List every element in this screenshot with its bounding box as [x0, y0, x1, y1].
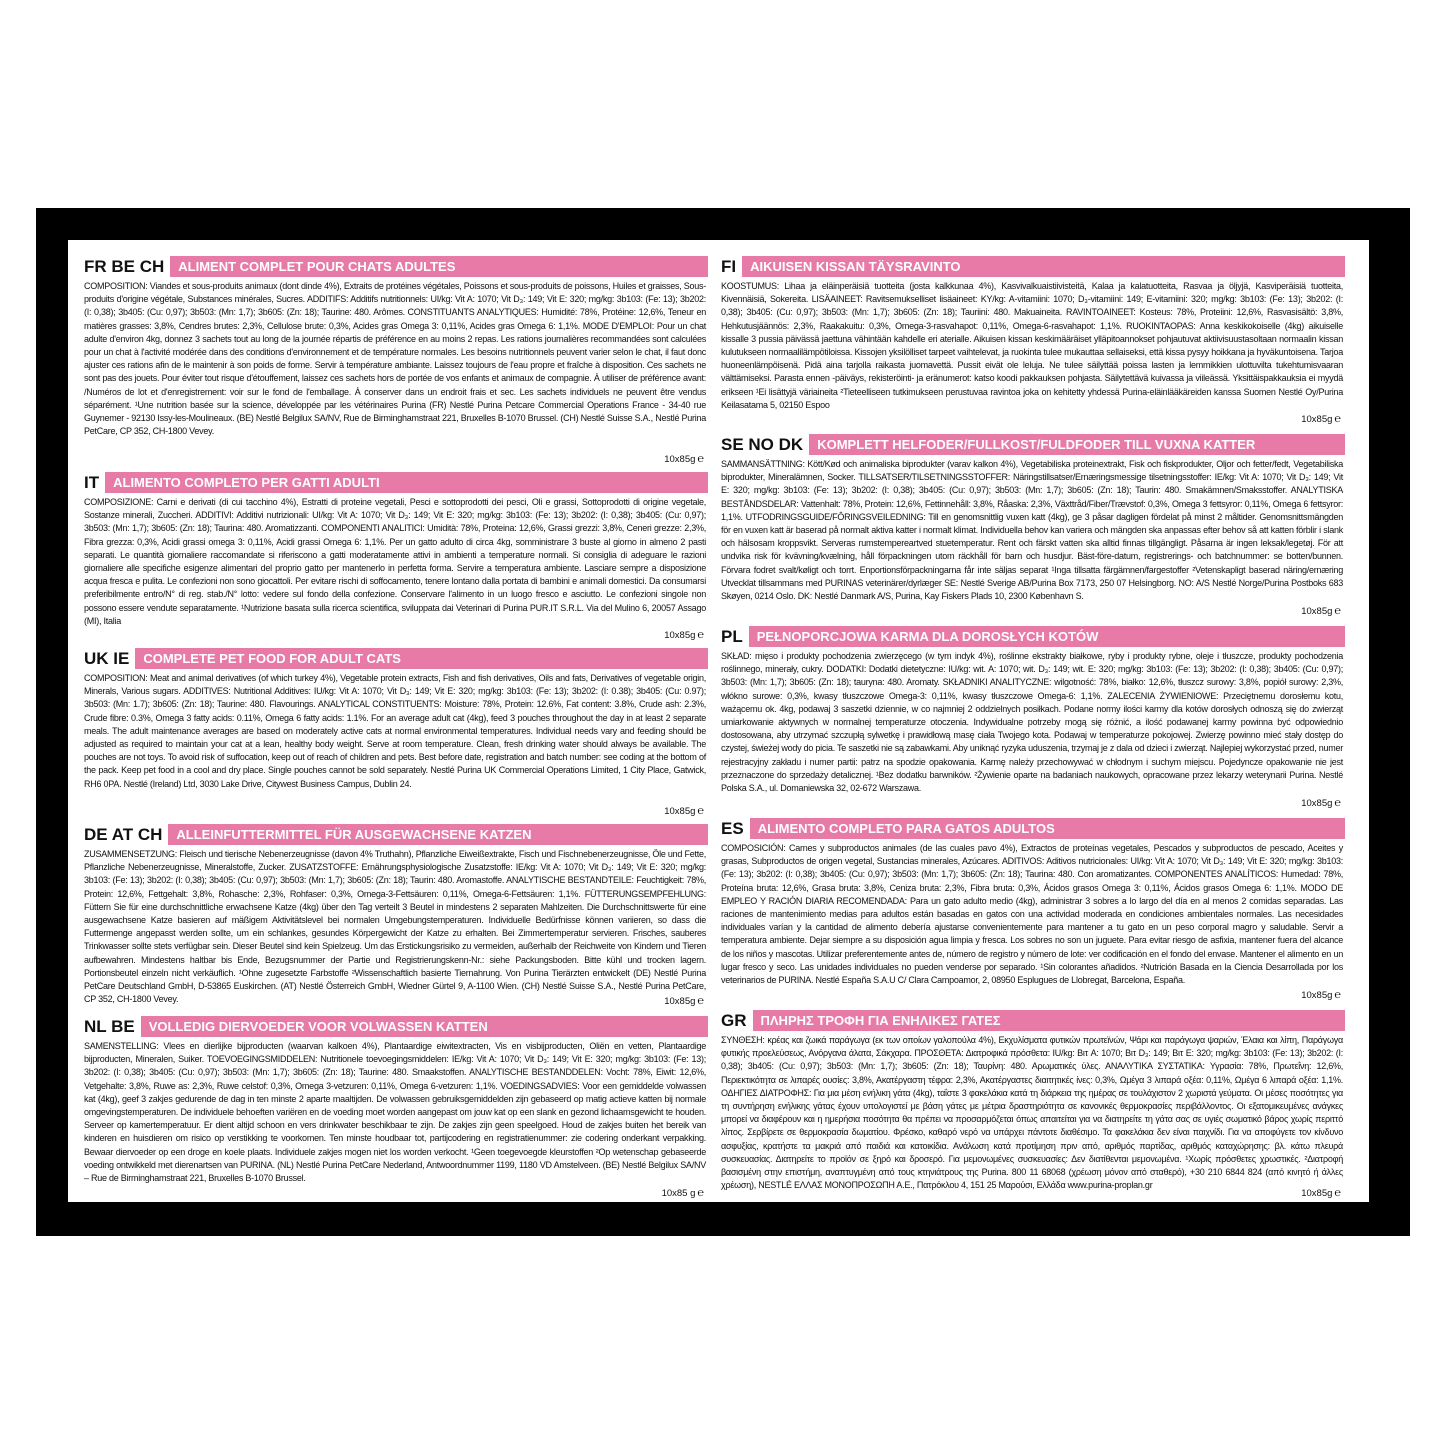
- section-text: SAMENSTELLING: Vlees en dierlijke bijproducten (waarvan kalkoen 4%), Plantaardige eiwitextracten, Vis en visbijproducten, Oliën en vetten, Plantaardige bijproducten, Mineralen, Suiker. TOEVOEGINGSMIDDELEN: Nutritionele toevoegingsmiddelen: IE/kg: Vit A: 1070; Vit D₃: 149; Vit E: 320; mg/kg: 3b103: (Fe: 13); 3b202: (I: 0,38); 3b405: (Cu: 0,97); 3b503: (Mn: 1,7); 3b605: (Zn: 18); Taurine: 480. Smaakstoffen. ANALYTISCHE BESTANDDELEN: Vocht: 78%, Eiwit: 12,6%, Vetgehalte: 3,8%, Ruwe as: 2,3%, Ruwe celstof: 0,3%, Omega 3-vetzuren: 0,11%, Omega 6-vetzuren: 1,1%. VOEDINGSADVIES: Voor een gemiddelde volwassen kat (4kg), geef 3 zakjes gedurende de dag in ten minste 2 aparte maaltijden. De volwassen gebruiksgemiddelden zijn gebaseerd op matig actieve katten bij normale omgevingstemperaturen. De individuele behoeften variëren en de voeding moet worden aangepast om jouw kat op een slank en gezond lichaamsgewicht te houden. Serveer op kamertemperatuur. Er dient altijd schoon en vers drinkwater beschikbaar te zijn. De zakjes zijn geen speelgoed. Houd de zakjes buiten het bereik van kinderen en huisdieren om risico op verstikking te voorkomen. Ten minste houdbaar tot, partijcodering en registratienummer: zie codering onderkant verpakking. Bewaar diervoeder op een droge en koele plaats. Individuele zakjes mogen niet los worden verkocht. ¹Geen toegevoegde kleurstoffen ²Op wetenschap gebaseerde voeding ontwikkeld met dierenartsen van PURINA. (NL) Nestlé Purina PetCare Nederland, Antwoordnummer 1199, 1180 VD Amstelveen. (BE) Nestlé Belgilux SA/NV – Rue de Birminghamstraat 221, Bruxelles B-1070 Brussel.: [84, 1041, 706, 1184]
- pack-size: 10x85g ℮: [1297, 989, 1341, 1002]
- pack-size: 10x85g ℮: [1297, 797, 1341, 810]
- section-pl: [721, 626, 1345, 810]
- estimated-e-icon: ℮: [697, 805, 704, 817]
- section-text: COMPOSITION: Meat and animal derivatives (of which turkey 4%), Vegetable protein extracts, Fish and fish derivatives, Oils and fats, Derivatives of vegetable origin, Minerals, Various sugars. ADDITIVES: Nutritional Additives: IU/kg: Vit A: 1070; Vit D₃: 149; Vit E: 320; mg/kg: 3b103: (Fe: 13); 3b202: (I: 0.38); 3b405: (Cu: 0.97); 3b503: (Mn: 1.7); 3b605: (Zn: 18); Taurine: 480. Flavourings. ANALYTICAL CONSTITUENTS: Moisture: 78%, Protein: 12.6%, Fat content: 3.8%, Crude ash: 2.3%, Crude fibre: 0.3%, Omega 3 fatty acids: 0.11%, Omega 6 fatty acids: 1.1%. For an average adult cat (4kg), feed 3 pouches throughout the day in at least 2 separate meals. The adult maintenance averages are based on moderately active cats at normal environmental temperatures. Individual needs vary and feeding should be adjusted as required to maintain your cat at a lean, healthy body weight. Serve at room temperature. Clean, fresh drinking water should always be available. The pouches are not toys. To avoid risk of suffocation, keep out of reach of children and pets. Best before date, registration and batch number: see coding at the bottom of the pack. Keep pet food in a cool and dry place. Single pouches cannot be sold separately. Nestlé Purina UK Commercial Operations Limited, 1 City Place, Gatwick, RH6 0PA. Nestlé (Ireland) Ltd, 3030 Lake Drive, Citywest Business Campus, Dublin 24.: [84, 673, 706, 789]
- pack-size: 10x85g ℮: [660, 995, 704, 1008]
- section-text: COMPOSICIÓN: Carnes y subproductos animales (de las cuales pavo 4%), Extractos de proteínas vegetales, Pescados y subproductos de pescado, Aceites y grasas, Subproductos de origen vegetal, Sustancias minerales, Azúcares. ADITIVOS: Aditivos nutricionales: UI/kg: Vit A: 1070; Vit D₃: 149; Vit E: 320; mg/kg: 3b103: (Fe: 13); 3b202: (I: 0,38); 3b405: (Cu: 0,97); 3b503: (Mn: 1,7); 3b605: (Zn: 18); Taurina: 480. Con aromatizantes. COMPONENTES ANALÍTICOS: Humedad: 78%, Proteína bruta: 12,6%, Grasa bruta: 3,8%, Ceniza bruta: 2,3%, Fibra bruta: 0,3%, Ácidos grasos Omega 3: 0,11%, Ácidos grasos Omega 6: 1,1%. MODO DE EMPLEO Y RACIÓN DIARIA RECOMENDADA: Para un gato adulto medio (4kg), administrar 3 sobres a lo largo del día en al menos 2 comidas separadas. Las raciones de mantenimiento medias para adultos están basadas en gatos con una actividad moderada en condiciones ambientales normales. Las necesidades individuales varían y la cantidad de alimento debería ajustarse convenientemente para mantener a tu gato en un peso corporal magro y saludable. Servir a temperatura ambiente. Dejar siempre a su disposición agua limpia y fresca. Los sobres no son un juguete. Para evitar riesgo de asfixia, mantener fuera del alcance de los niños y mascotas. Utilizar preferentemente antes de, número de registro y número de lote: ver codificación en el fondo del envase. Mantener el alimento en un lugar fresco y seco. Las unidades individuales no pueden venderse por separado. ¹Sin colorantes añadidos. ²Nutrición Basada en la Ciencia Desarrollada por los veterinarios de PURINA. Nestlé España S.A.U C/ Clara Campoamor, 2, 08950 Esplugues de Llobregat, Barcelona, España.: [721, 843, 1343, 986]
- estimated-e-icon: ℮: [1334, 1187, 1341, 1199]
- section-se-no-dk: [721, 434, 1345, 618]
- language-code: FI: [721, 257, 737, 276]
- language-code: UK IE: [84, 649, 130, 668]
- language-code: PL: [721, 627, 743, 646]
- section-fr-be-ch: [84, 256, 708, 466]
- section-text: ΣΥΝΘΕΣΗ: κρέας και ζωικά παράγωγα (εκ των οποίων γαλοπούλα 4%), Εκχυλίσματα φυτικών πρωτεϊνών, Ψάρι και παράγωγα ψαριών, Έλαια και λίπη, Παράγωγα φυτικής προελεύσεως, Ανόργανα άλατα, Σάκχαρα. ΠΡΟΣΘΕΤΑ: Διατροφικά πρόσθετα: IU/kg: Βιτ A: 1070; Βιτ D₃: 149; Βιτ E: 320; mg/kg: 3b103: (Fe: 13); 3b202: (I: 0,38); 3b405: (Cu: 0,97); 3b503: (Mn: 1,7); 3b605: (Zn: 18); Ταυρίνη: 480. Αρωματικές ύλες. ΑΝΑΛΥΤΙΚΑ ΣΥΣΤΑΤΙΚΑ: Υγρασία: 78%, Πρωτεΐνη: 12,6%, Περιεκτικότητα σε λιπαρές ουσίες: 3,8%, Ακατέργαστη τέφρα: 2,3%, Ακατέργαστες διαιτητικές ίνες: 0,3%, Ωμέγα 3 λιπαρά οξέα: 0,11%, Ωμέγα 6 λιπαρά οξέα: 1,1%. ΟΔΗΓΙΕΣ ΔΙΑΤΡΟΦΗΣ: Για μια μέση ενήλικη γάτα (4kg), ταΐστε 3 φακελάκια κατά τη διάρκεια της ημέρας σε τουλάχιστον 2 χωριστά γεύματα. Οι μέσες ποσότητες για τη συντήρηση ενήλικης γάτας έχουν υπολογιστεί με βάση γάτες με μέτρια δραστηριότητα σε κανονικές θερμοκρασίες περιβάλλοντος. Οι εξατομικευμένες ανάγκες μπορεί να διαφέρουν και η ημερήσια ποσότητα θα πρέπει να προσαρμόζεται όπως απαιτείται για να διατηρείτε τη γάτα σας σε υγιές σωματικό βάρος χωρίς περιττό λίπος. Σερβίρετε σε θερμοκρασία δωματίου. Φρέσκο, καθαρό νερό να υπάρχει πάντοτε διαθέσιμο. Τα φακελάκια δεν είναι παιχνίδι. Για να αποφύγετε τον κίνδυνο ασφυξίας, κρατήστε τα μακριά από παιδιά και κατοικίδια. Ανάλωση κατά προτίμηση πριν από, αριθμός παρτίδας, αριθμός καταχώρησης: βλ. κάτω πλευρά συσκευασίας. Διατηρείτε το προϊόν σε ξηρό και δροσερό. Για μεμονωμένες συσκευασίες: Δεν διατίθενται μεμονωμένα. ¹Χωρίς πρόσθετες χρωστικές. ²Διατροφή βασισμένη στην επιστήμη, αναπτυγμένη από τους κτηνιάτρους της Purina. 800 11 68068 (χρέωση μόνον από σταθερό), +30 210 6844 824 (από κινητό ή άλλες χρέωση), NESTLÉ ΕΛΛΑΣ ΜΟΝΟΠΡΟΣΩΠΗ Α.Ε., Πατρόκλου 4, 151 25 Μαρούσι, Ελλάδα www.purina-proplan.gr: [721, 1035, 1343, 1191]
- section-title: PEŁNOPORCJOWA KARMA DLA DOROSŁYCH KOTÓW: [749, 626, 1345, 647]
- section-text: KOOSTUMUS: Lihaa ja eläinperäisiä tuotteita (josta kalkkunaa 4%), Kasvivalkuaistiivisteitä, Kalaa ja kalatuotteita, Rasvaa ja öljyjä, Kasviperäisiä tuotteita, Kivennäisiä, Sokereita. LISÄAINEET: Ravitsemukselliset lisäaineet: KY/kg: A-vitamiini: 1070; D₃-vitamiini: 149; E-vitamiini: 320; mg/kg: 3b103: (Fe: 13); 3b202: (I: 0,38); 3b405: (Cu: 0,97); 3b503: (Mn: 1,7); 3b605: (Zn: 18); Tauriini: 480. Makuaineita. RAVINTOAINEET: Kosteus: 78%, Proteiini: 12,6%, Rasvasisältö: 3,8%, Hehkutusjäännös: 2,3%, Raakakuitu: 0,3%, Omega-3-rasvahapot: 0,11%, Omega-6-rasvahapot: 1,1%. RUOKINTAOPAS: Anna keskikokoiselle (4kg) aikuiselle kissalle 3 pussia päivässä jaettuna vähintään kahdelle eri aterialle. Aikuisen kissan keskimääräiset ylläpitoannokset pohjautuvat aktiivisuustasoltaan normaalin kissan kulutukseen normaalilämpötiloissa. Kissojen yksilölliset tarpeet vaihtelevat, ja ruokinta tulee mukauttaa sellaiseksi, että kissa pysyy hoikkana ja hyväkuntoisena. Tarjoa huoneenlämpöisenä. Pidä aina tarjolla raikasta juomavettä. Pussit eivät ole leluja. Ne tulee säilyttää poissa lasten ja lemmikkien ulottuvilta tukehtumisvaaran välttämiseksi. Parasta ennen -päiväys, rekisteröinti- ja eränumerot: katso koodi pakkauksen pohjasta. Säilytettävä kuivassa ja viileässä. Yksittäispakkauksia ei myydä erikseen ¹Ei lisättyjä väriaineita ²Tieteelliseen tutkimukseen perustuvaa ravintoa joka on kehitetty yhdessä Purina-eläinlääkäreiden kanssa Suomen Nestlé Oy/Purina Keilasatama 5, 02150 Espoo: [721, 281, 1343, 410]
- estimated-e-icon: ℮: [697, 453, 704, 465]
- language-code: GR: [721, 1011, 747, 1030]
- section-title: AIKUISEN KISSAN TÄYSRAVINTO: [742, 256, 1345, 277]
- language-code: FR BE CH: [84, 257, 165, 276]
- section-text: COMPOSITION: Viandes et sous-produits animaux (dont dinde 4%), Extraits de protéines végétales, Poissons et sous-produits de poissons, Huiles et graisses, Sous-produits d'origine végétale, Substances minérales, Sucres. ADDITIFS: Additifs nutritionnels: UI/kg: Vit A: 1070; Vit D₃: 149; Vit E: 320; mg/kg: 3b103: (Fe: 13); 3b202: (I: 0,38); 3b405: (Cu: 0,97); 3b503: (Mn: 1,7); 3b605: (Zn: 18); Taurine: 480. Arômes. CONSTITUANTS ANALYTIQUES: Humidité: 78%, Protéine: 12,6%, Teneur en matières grasses: 3,8%, Cendres brutes: 2,3%, Cellulose brute: 0,3%, Acides gras Omega 3: 0,11%, Acides gras Omega 6: 1,1%. MODE D'EMPLOI: Pour un chat adulte d'environ 4kg, donnez 3 sachets tout au long de la journée répartis de préférence en au moins 2 repas. Les rations journalières recommandées sont calculées pour un chat à l'activité modérée dans des conditions d'environnement et de température normales. Les besoins nutritionnels peuvent varier selon le chat, il faut donc ajuster ces rations afin de le maintenir à son poids de forme. Servir à température ambiante. Laissez toujours de l'eau propre et fraîche à disposition. Ces sachets ne sont pas des jouets. Pour éviter tout risque d'étouffement, laissez ces sachets hors de portée de vos enfants et animaux de compagnie. À utiliser de préférence avant: /Numéros de lot et d'enregistrement: voir sur le fond de l'emballage. À conserver dans un endroit frais et sec. Les sachets individuels ne peuvent être vendus séparément. ¹Une nutrition basée sur la science, développée par les vétérinaires Purina (FR) Nestlé Purina Petcare Commercial Operations France - 34-40 rue Guynemer - 92130 Issy-les-Moulineaux. (BE) Nestlé Belgilux SA/NV, Rue de Birminghamstraat 221, Bruxelles B-1070 Brussel. (CH) Nestlé Suisse S.A., Nestlé Purina PetCare, CP 352, CH-1800 Vevey.: [84, 281, 706, 437]
- pack-size: 10x85g ℮: [660, 805, 704, 818]
- pack-size: 10x85g ℮: [1297, 413, 1341, 426]
- pack-size: 10x85g ℮: [1297, 605, 1341, 618]
- section-title: ΠΛΗΡΗΣ ΤΡΟΦΗ ΓΙΑ ΕΝΗΛΙΚΕΣ ΓΑΤΕΣ: [753, 1010, 1346, 1031]
- section-title: VOLLEDIG DIERVOEDER VOOR VOLWASSEN KATTEN: [141, 1016, 708, 1037]
- section-es: [721, 818, 1345, 1002]
- section-title: KOMPLETT HELFODER/FULLKOST/FULDFODER TILL VUXNA KATTER: [809, 434, 1345, 455]
- estimated-e-icon: ℮: [697, 995, 704, 1007]
- pack-size: 10x85g ℮: [1297, 1187, 1341, 1200]
- section-text: COMPOSIZIONE: Carni e derivati (di cui tacchino 4%), Estratti di proteine vegetali, Pesci e sottoprodotti dei pesci, Oli e grassi, Sottoprodotti di origine vegetale, Sostanze minerali, Zuccheri. ADDITIVI: Additivi nutrizionali: UI/kg: Vit A: 1070; Vit D₃: 149; Vit E: 320; mg/kg: 3b103: (Fe: 13); 3b202: (I: 0,38); 3b405: (Cu: 0,97); 3b503: (Mn: 1,7); 3b605: (Zn: 18); Taurina: 480. Aromatizzanti. COMPONENTI ANALITICI: Umidità: 78%, Proteina: 12,6%, Grassi grezzi: 3,8%, Ceneri grezze: 2,3%, Fibra grezza: 0,3%, Acidi grassi omega 3: 0,11%, Acidi grassi Omega 6: 1,1%. Per un gatto adulto di circa 4kg, somministrare 3 buste al giorno in almeno 2 pasti separati. Le quantità giornaliere raccomandate si riferiscono a gatti moderatamente attivi in ambienti a temperature normali. Si consiglia di adeguare le razioni giornaliere alle specifiche esigenze alimentari del proprio gatto per mantenerlo in perfetta forma. Servire a temperatura ambiente. Lasciare sempre a disposizione acqua fresca e pulita. Le confezioni non sono giocattoli. Per evitare rischi di soffocamento, tenere lontano dalla portata di bambini e animali domestici. Da consumarsi preferibilmente entro/N° di reg. stab./N° lotto: vedere sul fondo della confezione. Conservare l'alimento in un luogo fresco e asciutto. Le confezioni singole non possono essere vendute separatamente. ¹Nutrizione basata sulla ricerca scientifica, sviluppata dai Veterinari di Purina PUR.IT S.R.L. Via del Mulino 6, 20057 Assago (MI), Italia: [84, 497, 706, 626]
- estimated-e-icon: ℮: [1334, 413, 1341, 425]
- section-text: SAMMANSÄTTNING: Kött/Kød och animaliska biprodukter (varav kalkon 4%), Vegetabiliska proteinextrakt, Fisk och fiskprodukter, Oljor och fetter/fedt, Vegetabiliska biprodukter, Mineralämnen, Socker. TILLSATSER/TILSETNINGSSTOFFER: Näringstillsatser/Ernæringsmessige tilsetningsstoffer: IE/kg: Vit A: 1070; Vit D₃: 149; Vit E: 320; mg/kg: 3b103: (Fe: 13); 3b202: (I: 0,38); 3b405: (Cu: 0,97); 3b503: (Mn: 1,7); 3b605: (Zn: 18); Taurin: 480. Smakämnen/Smaksstoffer. ANALYTISKA BESTÅNDSDELAR: Vattenhalt: 78%, Protein: 12,6%, Fettinnehåll: 3,8%, Råaska: 2,3%, Växttråd/Fiber/Trævstof: 0,3%, Omega 3 fettsyror: 0,11%, Omega 6 fettsyror: 1,1%. UTFODRINGSGUIDE/FÔRINGSVEILEDNING: Till en genomsnittlig vuxen katt (4kg), ge 3 påsar dagligen fördelat på minst 2 måltider. Genomsnittsmängden för en vuxen katt är baserad på normalt aktiva katter i normalt klimat. Individuella behov kan variera och mängden ska anpassas efter behov så att katten förblir i slank och hälsosam kroppsvikt. Serveras rumstempereartved stuetemperatur. Rent och färskt vatten ska alltid finnas tillgängligt. Påsarna är ingen leksak/legetøj. För att undvika risk för kvävning/kvælning, håll förpackningen utom räckhåll för barn och husdjur. Bäst-före-datum, registrerings- och batchnummer: se botten/bunnen. Förvara fodret svalt/køligt och torrt. Enportionsförpackningarna får inte säljas separat ¹Inga tillsatta färgämnen/fargestoffer ²Vetenskapligt baserad näring/ernæring Utvecklat tillsammans med PURINAS veterinärer/dyrlæger SE: Nestlé Sverige AB/Purina Box 7173, 250 07 Helsingborg. NO: A/S Nestlé Norge/Purina Postboks 683 Skøyen, 0214 Oslo. DK: Nestlé Danmark A/S, Purina, Kay Fiskers Plads 10, 2300 København S.: [721, 459, 1343, 602]
- section-gr: [721, 1010, 1345, 1200]
- section-nl-be: [84, 1016, 708, 1200]
- estimated-e-icon: ℮: [1334, 797, 1341, 809]
- section-text: ZUSAMMENSETZUNG: Fleisch und tierische Nebenerzeugnisse (davon 4% Truthahn), Pflanzliche Eiweißextrakte, Fisch und Fischnebenerzeugnisse, Öle und Fette, Pflanzliche Nebenerzeugnisse, Mineralstoffe, Zucker. ZUSATZSTOFFE: Ernährungsphysiologische Zusatzstoffe: IE/kg: Vit A: 1070; Vit D₃: 149; Vit E: 320; mg/kg: 3b103: (Fe: 13); 3b202: (I: 0,38); 3b405: (Cu: 0,97); 3b503: (Mn: 1,7); 3b605: (Zn: 18); Taurin: 480. Aromastoffe. ANALYTISCHE BESTANDTEILE: Feuchtigkeit: 78%, Protein: 12,6%, Fettgehalt: 3,8%, Rohasche: 2,3%, Rohfaser: 0,3%, Omega-3-Fettsäuren: 0,11%, Omega-6-Fettsäuren: 1,1%. FÜTTERUNGSEMPFEHLUNG: Füttern Sie für eine durchschnittliche erwachsene Katze (4kg) über den Tag verteilt 3 Beutel in mindestens 2 separaten Mahlzeiten. Die Durchschnittswerte für eine ausgewachsene Katze basieren auf mäßigem Aktivitätslevel bei normalen Umgebungstemperaturen. Individuelle Bedürfnisse können variieren, so dass die Futtermenge angepasst werden sollte, um ein schlankes, gesundes Körpergewicht der Katze zu erhalten. Bei Zimmertemperatur servieren. Frisches, sauberes Trinkwasser sollte stets verfügbar sein. Dieser Beutel sind kein Spielzeug. Um das Erstickungsrisiko zu vermeiden, außerhalb der Reichweite von Kindern und Tieren aufbewahren. Mindestens haltbar bis Ende, Bezugsnummer der Partie und Registrierungskenn-Nr.: siehe Packungsboden. Bitte kühl und trocken lagern. Portionsbeutel einzeln nicht verkäuflich. ¹Ohne zugesetzte Farbstoffe ²Wissenschaftlich basierte Tiernahrung. Von Purina Tierärzten entwickelt (DE) Nestlé Purina PetCare Deutschland GmbH, D-53865 Euskirchen. (AT) Nestlé Österreich GmbH, Wiedner Gürtel 9, A-1100 Wien. (CH) Nestlé Suisse S.A., Nestlé Purina PetCare, CP 352, CH-1800 Vevey.: [84, 849, 706, 1005]
- section-uk-ie: [84, 648, 708, 818]
- estimated-e-icon: ℮: [697, 629, 704, 641]
- estimated-e-icon: ℮: [1334, 605, 1341, 617]
- section-title: COMPLETE PET FOOD FOR ADULT CATS: [135, 648, 708, 669]
- section-de-at-ch: [84, 824, 708, 1008]
- estimated-e-icon: ℮: [1334, 989, 1341, 1001]
- section-title: ALIMENT COMPLET POUR CHATS ADULTES: [170, 256, 708, 277]
- section-title: ALIMENTO COMPLETO PER GATTI ADULTI: [105, 472, 708, 493]
- language-code: ES: [721, 819, 744, 838]
- pack-size: 10x85 g ℮: [658, 1187, 704, 1200]
- section-text: SKŁAD: mięso i produkty pochodzenia zwierzęcego (w tym indyk 4%), roślinne ekstrakty białkowe, ryby i produkty rybne, oleje i tłuszcze, produkty pochodzenia roślinnego, minerały, cukry. DODATKI: Dodatki dietetyczne: IU/kg: wit. A: 1070; wit. D₃: 149; wit. E: 320; mg/kg: 3b103: (Fe: 13); 3b202: (I: 0,38); 3b405: (Cu: 0,97); 3b503: (Mn: 1,7); 3b605: (Zn: 18); tauryna: 480. Aromaty. SKŁADNIKI ANALITYCZNE: wilgotność: 78%, białko: 12,6%, tłuszcz surowy: 3,8%, popiół surowy: 2,3%, włókno surowe: 0,3%, kwasy tłuszczowe Omega-3: 0,11%, kwasy tłuszczowe Omega-6: 1,1%. ZALECENIA ŻYWIENIOWE: Przeciętnemu dorosłemu kotu, ważącemu ok. 4kg, podawaj 3 saszetki dziennie, w co najmniej 2 oddzielnych posiłkach. Podane normy ilości karmy dla kotów dorosłych odnoszą się do zwierząt umiarkowanie aktywnych w normalnej temperaturze otoczenia. Indywidualne potrzeby mogą się różnić, a ilość podawanej karmy powinna być odpowiednio dostosowana, aby utrzymać szczupłą sylwetkę i prawidłową masę ciała Twojego kota. Podawaj w temperaturze pokojowej. Zwierzę powinno mieć stały dostęp do czystej, świeżej wody do picia. Te saszetki nie są zabawkami. Aby uniknąć ryzyka uduszenia, trzymaj je z dala od dzieci i zwierząt. Najlepiej wykorzystać przed, numer rejestracyjny zakładu i numer partii: patrz na spodzie opakowania. Karmę należy przechowywać w chłodnym i suchym miejscu. Pojedyncze opakowanie nie jest przeznaczone do sprzedaży detalicznej. ¹Bez dodatku barwników. ²Żywienie oparte na badaniach naukowych, opracowane przez lekarzy weterynarii Purina. Nestlé Polska S.A., ul. Domaniewska 32, 02-672 Warszawa.: [721, 651, 1343, 794]
- section-it: [84, 472, 708, 642]
- estimated-e-icon: ℮: [697, 1187, 704, 1199]
- section-fi: [721, 256, 1345, 426]
- language-code: IT: [84, 473, 100, 492]
- language-code: SE NO DK: [721, 435, 804, 454]
- language-code: DE AT CH: [84, 825, 163, 844]
- pack-size: 10x85g ℮: [660, 629, 704, 642]
- section-title: ALIMENTO COMPLETO PARA GATOS ADULTOS: [750, 818, 1345, 839]
- pack-size: 10x85g ℮: [660, 453, 704, 466]
- section-title: ALLEINFUTTERMITTEL FÜR AUSGEWACHSENE KATZEN: [168, 824, 708, 845]
- language-code: NL BE: [84, 1017, 135, 1036]
- label-sheet: [68, 240, 1369, 1202]
